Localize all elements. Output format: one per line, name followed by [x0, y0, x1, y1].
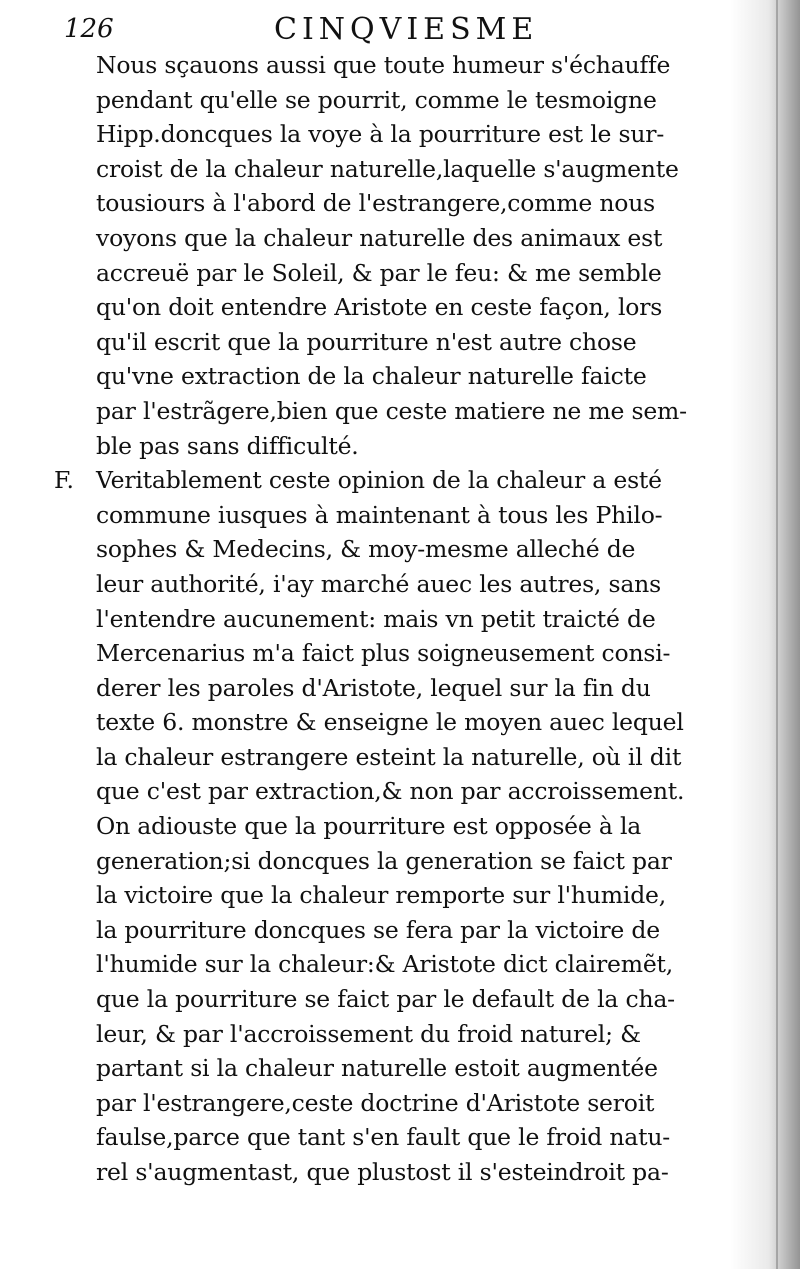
- text-line: [96, 359, 736, 394]
- text-line: [96, 48, 736, 83]
- text-line: [96, 705, 736, 740]
- text-line: [96, 186, 736, 221]
- text-line: [96, 256, 736, 291]
- text-line: [96, 83, 736, 118]
- text-line-content: partant si la chaleur naturelle estoit augmentée: [96, 1054, 658, 1083]
- text-line-content: leur, & par l'accroissement du froid naturel; &: [96, 1019, 641, 1048]
- text-line: [96, 740, 736, 775]
- text-line-content: ble pas sans difficulté.: [96, 431, 359, 460]
- text-line: [96, 913, 736, 948]
- text-line-content: rel s'augmentast, que plustost il s'esteindroit pa-: [96, 1158, 669, 1186]
- text-line-content: par l'estrãgere,bien que ceste matiere ne me sem-: [96, 396, 687, 425]
- text-line-content: l'entendre aucunement: mais vn petit traicté de: [96, 604, 656, 633]
- page-edge-shadow: [730, 0, 800, 1269]
- text-line-content: que la pourriture se faict par le default de la cha-: [96, 985, 675, 1014]
- text-line: [96, 117, 736, 152]
- text-line: [96, 1086, 736, 1121]
- text-line: [96, 602, 736, 637]
- text-line-content: derer les paroles d'Aristote, lequel sur la fin du: [96, 673, 651, 702]
- text-line-content: tousiours à l'abord de l'estrangere,comme nous: [96, 189, 656, 218]
- text-line-content: pendant qu'elle se pourrit, comme le tesmoigne: [96, 85, 657, 114]
- text-line-content: par l'estrangere,ceste doctrine d'Aristote seroit: [96, 1088, 655, 1117]
- text-line: [96, 1120, 736, 1155]
- text-line: [96, 290, 736, 325]
- text-line-content: la pourriture doncques se fera par la victoire de: [96, 915, 660, 944]
- text-line: [54, 463, 736, 498]
- text-line-content: la chaleur estrangere esteint la naturelle, où il dit: [96, 742, 682, 771]
- running-head: CINQVIESME: [274, 12, 539, 47]
- text-line: [96, 774, 736, 809]
- text-line-content: voyons que la chaleur naturelle des animaux est: [96, 223, 663, 252]
- text-line: [96, 567, 736, 602]
- text-line: [96, 982, 736, 1017]
- page-header: [64, 12, 744, 46]
- text-line: [96, 1017, 736, 1052]
- text-line-content: texte 6. monstre & enseigne le moyen auec lequel: [96, 708, 684, 737]
- text-line-content: qu'vne extraction de la chaleur naturelle faicte: [96, 362, 647, 391]
- text-line: [96, 429, 736, 464]
- text-line: [96, 636, 736, 671]
- text-line-content: Mercenarius m'a faict plus soigneusement consi-: [96, 639, 671, 668]
- text-line: [96, 532, 736, 567]
- text-line-content: generation;si doncques la generation se faict par: [96, 846, 672, 875]
- text-line: [96, 1155, 736, 1190]
- text-line: [96, 844, 736, 879]
- page-gutter-line: [776, 0, 778, 1269]
- text-line: [96, 947, 736, 982]
- text-line: [96, 325, 736, 360]
- text-line: [96, 498, 736, 533]
- text-line-content: commune iusques à maintenant à tous les Philo-: [96, 500, 663, 529]
- text-line-content: qu'il escrit que la pourriture n'est autre chose: [96, 327, 637, 356]
- text-line: [96, 394, 736, 429]
- text-line: [96, 671, 736, 706]
- text-line-content: qu'on doit entendre Aristote en ceste façon, lors: [96, 293, 663, 322]
- text-line-content: faulse,parce que tant s'en fault que le froid natu-: [96, 1123, 671, 1152]
- paragraph-marker: F.: [54, 466, 74, 495]
- text-line-content: accreuë par le Soleil, & par le feu: & me semble: [96, 258, 662, 287]
- page-number: 126: [64, 14, 114, 44]
- text-line-content: leur authorité, i'ay marché auec les autres, sans: [96, 569, 661, 598]
- text-line-content: l'humide sur la chaleur:& Aristote dict clairemẽt,: [96, 950, 674, 979]
- text-line: [96, 878, 736, 913]
- text-line: [96, 152, 736, 187]
- text-line-content: On adiouste que la pourriture est opposée à la: [96, 812, 642, 841]
- text-line: [96, 221, 736, 256]
- body-text: [54, 48, 736, 1190]
- text-line-content: Veritablement ceste opinion de la chaleur a esté: [96, 466, 662, 495]
- text-line: [96, 1051, 736, 1086]
- text-line-content: que c'est par extraction,& non par accroissement.: [96, 777, 685, 806]
- text-line-content: la victoire que la chaleur remporte sur l'humide,: [96, 881, 667, 910]
- text-line-content: sophes & Medecins, & moy-mesme alleché de: [96, 535, 636, 564]
- text-line-content: Hipp.doncques la voye à la pourriture est le sur-: [96, 120, 665, 149]
- text-line-content: Nous sçauons aussi que toute humeur s'échauffe: [96, 51, 671, 79]
- text-line: [96, 809, 736, 844]
- text-line-content: croist de la chaleur naturelle,laquelle s'augmente: [96, 154, 679, 183]
